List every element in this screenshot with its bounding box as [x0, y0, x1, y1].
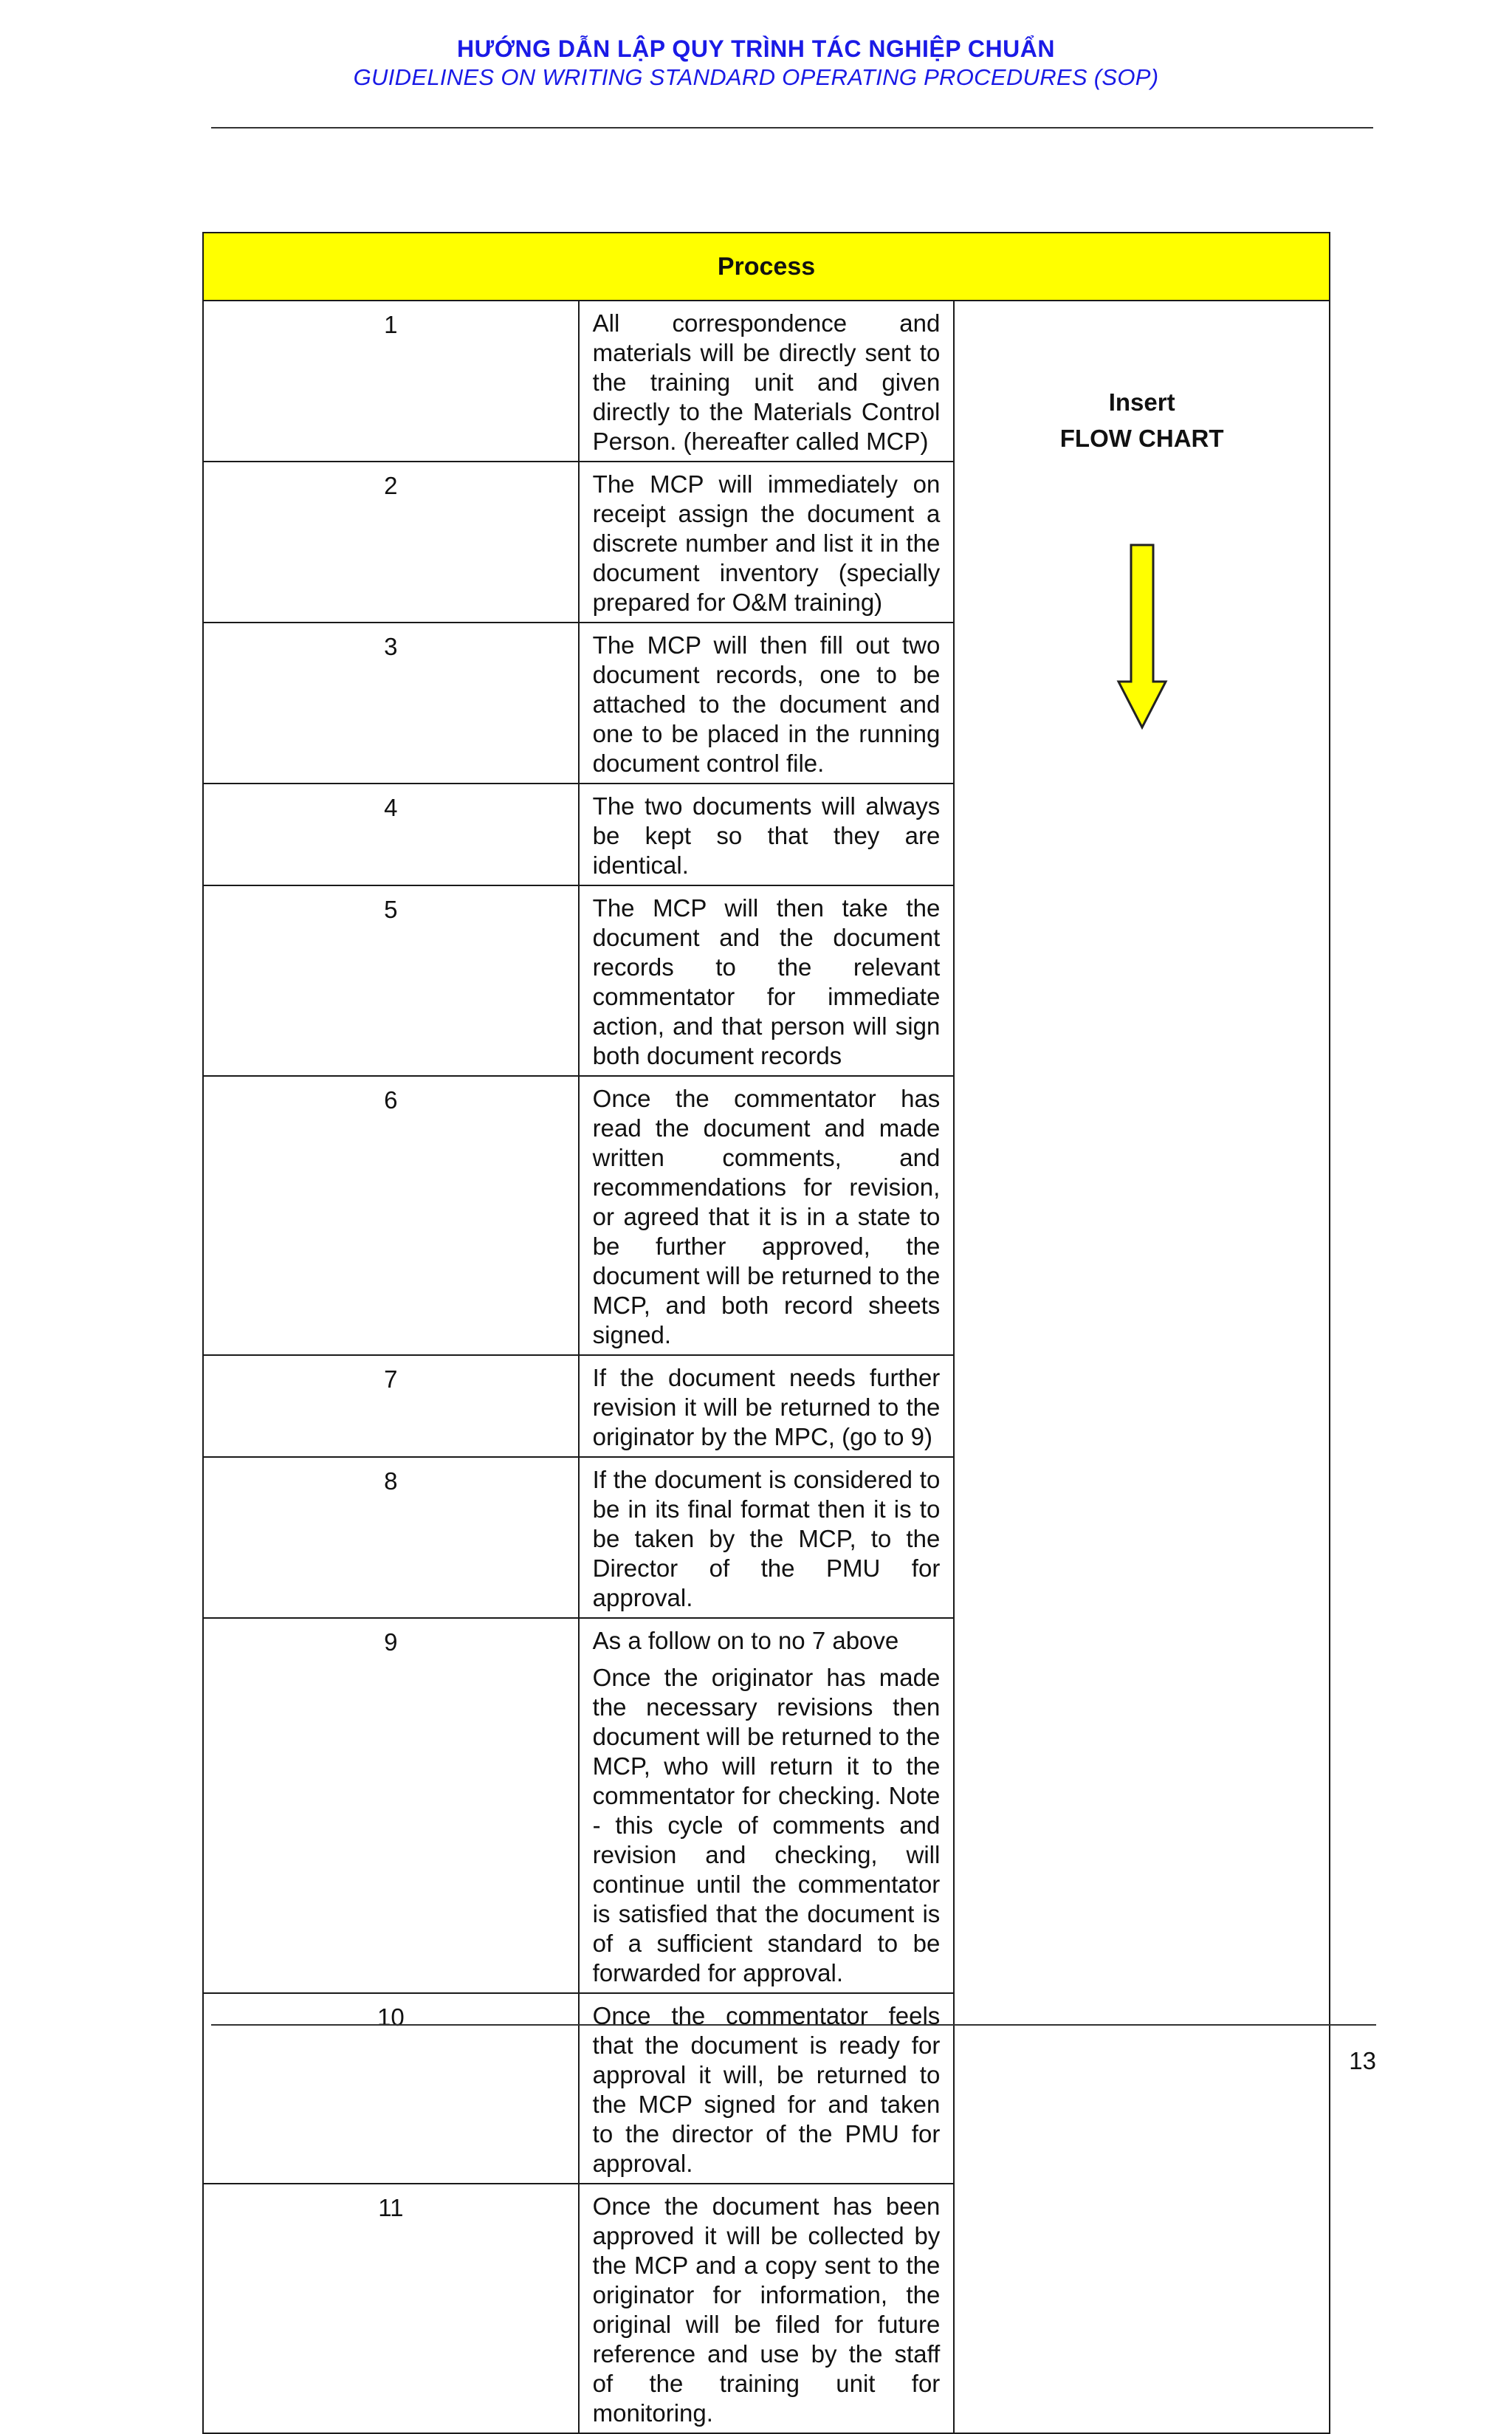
- step-description: [579, 1993, 955, 2184]
- flow-chart-label-insert: Insert: [1108, 388, 1175, 416]
- header-divider: [211, 127, 1373, 128]
- step-number: 4: [203, 784, 579, 885]
- step-text: As a follow on to no 7 above: [592, 1627, 899, 1654]
- page-header: [0, 34, 1512, 92]
- step-description: [579, 1355, 955, 1457]
- step-number: 1: [203, 301, 579, 462]
- table-row: [203, 301, 1330, 462]
- step-text: Once the document has been approved it will be collected by the MCP and a copy sent to the originator for information, the original will be filed for future reference and use by the staff of the training unit for monitoring.: [592, 2193, 941, 2427]
- step-text: The MCP will immediately on receipt assign the document a discrete number and list it in the document inventory (specially prepared for O&M training): [592, 470, 941, 616]
- step-description: [579, 301, 955, 462]
- process-heading: Process: [203, 233, 1330, 301]
- flow-chart-placeholder: [954, 301, 1330, 2433]
- process-table: [202, 232, 1330, 2434]
- step-description: [579, 462, 955, 623]
- step-number: 3: [203, 623, 579, 784]
- step-description: [579, 623, 955, 784]
- step-text-continued: Once the originator has made the necessary revisions then document will be returned to the MCP, who will return it to the commentator for checking. Note - this cycle of comments and revision and checking, will continue until the commentator is satisfied that the document is of a sufficient standard to be forwarded for approval.: [592, 1664, 941, 1986]
- step-number: 9: [203, 1618, 579, 1993]
- step-number: 11: [203, 2184, 579, 2433]
- step-text: Once the commentator has read the document and made written comments, and recommendations for revision, or agreed that it is in a state to be further approved, the document will be returned to the MCP, and both record sheets signed.: [592, 1085, 941, 1348]
- step-text: The MCP will then take the document and the document records to the relevant commentator for immediate action, and that person will sign both document records: [592, 894, 941, 1069]
- step-text: If the document is considered to be in its final format then it is to be taken by the MCP, to the Director of the PMU for approval.: [592, 1466, 941, 1611]
- flow-chart-label-title: FLOW CHART: [1059, 425, 1224, 452]
- header-title-vietnamese: HƯỚNG DẪN LẬP QUY TRÌNH TÁC NGHIỆP CHUẨN: [457, 35, 1055, 62]
- step-text: If the document needs further revision it will be returned to the originator by the MPC, (go to 9): [592, 1364, 941, 1450]
- header-title-english: GUIDELINES ON WRITING STANDARD OPERATING PROCEDURES (SOP): [353, 64, 1159, 90]
- step-number: 5: [203, 885, 579, 1076]
- step-number: 8: [203, 1457, 579, 1618]
- step-number: 10: [203, 1993, 579, 2184]
- step-number: 7: [203, 1355, 579, 1457]
- step-description: [579, 2184, 955, 2433]
- step-description: [579, 885, 955, 1076]
- down-arrow-icon: [955, 544, 1328, 733]
- step-text: The two documents will always be kept so that they are identical.: [592, 792, 941, 879]
- step-text: The MCP will then fill out two document records, one to be attached to the document and one to be placed in the running document control file.: [592, 631, 941, 777]
- step-description: [579, 784, 955, 885]
- page-number: 13: [1349, 2047, 1376, 2074]
- footer-divider: [211, 2024, 1376, 2026]
- step-text: All correspondence and materials will be directly sent to the training unit and given directly to the Materials Control Person. (hereafter called MCP): [592, 309, 941, 455]
- step-number: 2: [203, 462, 579, 623]
- step-description: [579, 1618, 955, 1993]
- step-number: 6: [203, 1076, 579, 1355]
- step-description: [579, 1457, 955, 1618]
- process-table-header-row: [203, 233, 1330, 301]
- step-description: [579, 1076, 955, 1355]
- step-text: Once the commentator feels that the document is ready for approval it will, be returned to the MCP signed for and taken to the director of the PMU for approval.: [592, 2002, 941, 2177]
